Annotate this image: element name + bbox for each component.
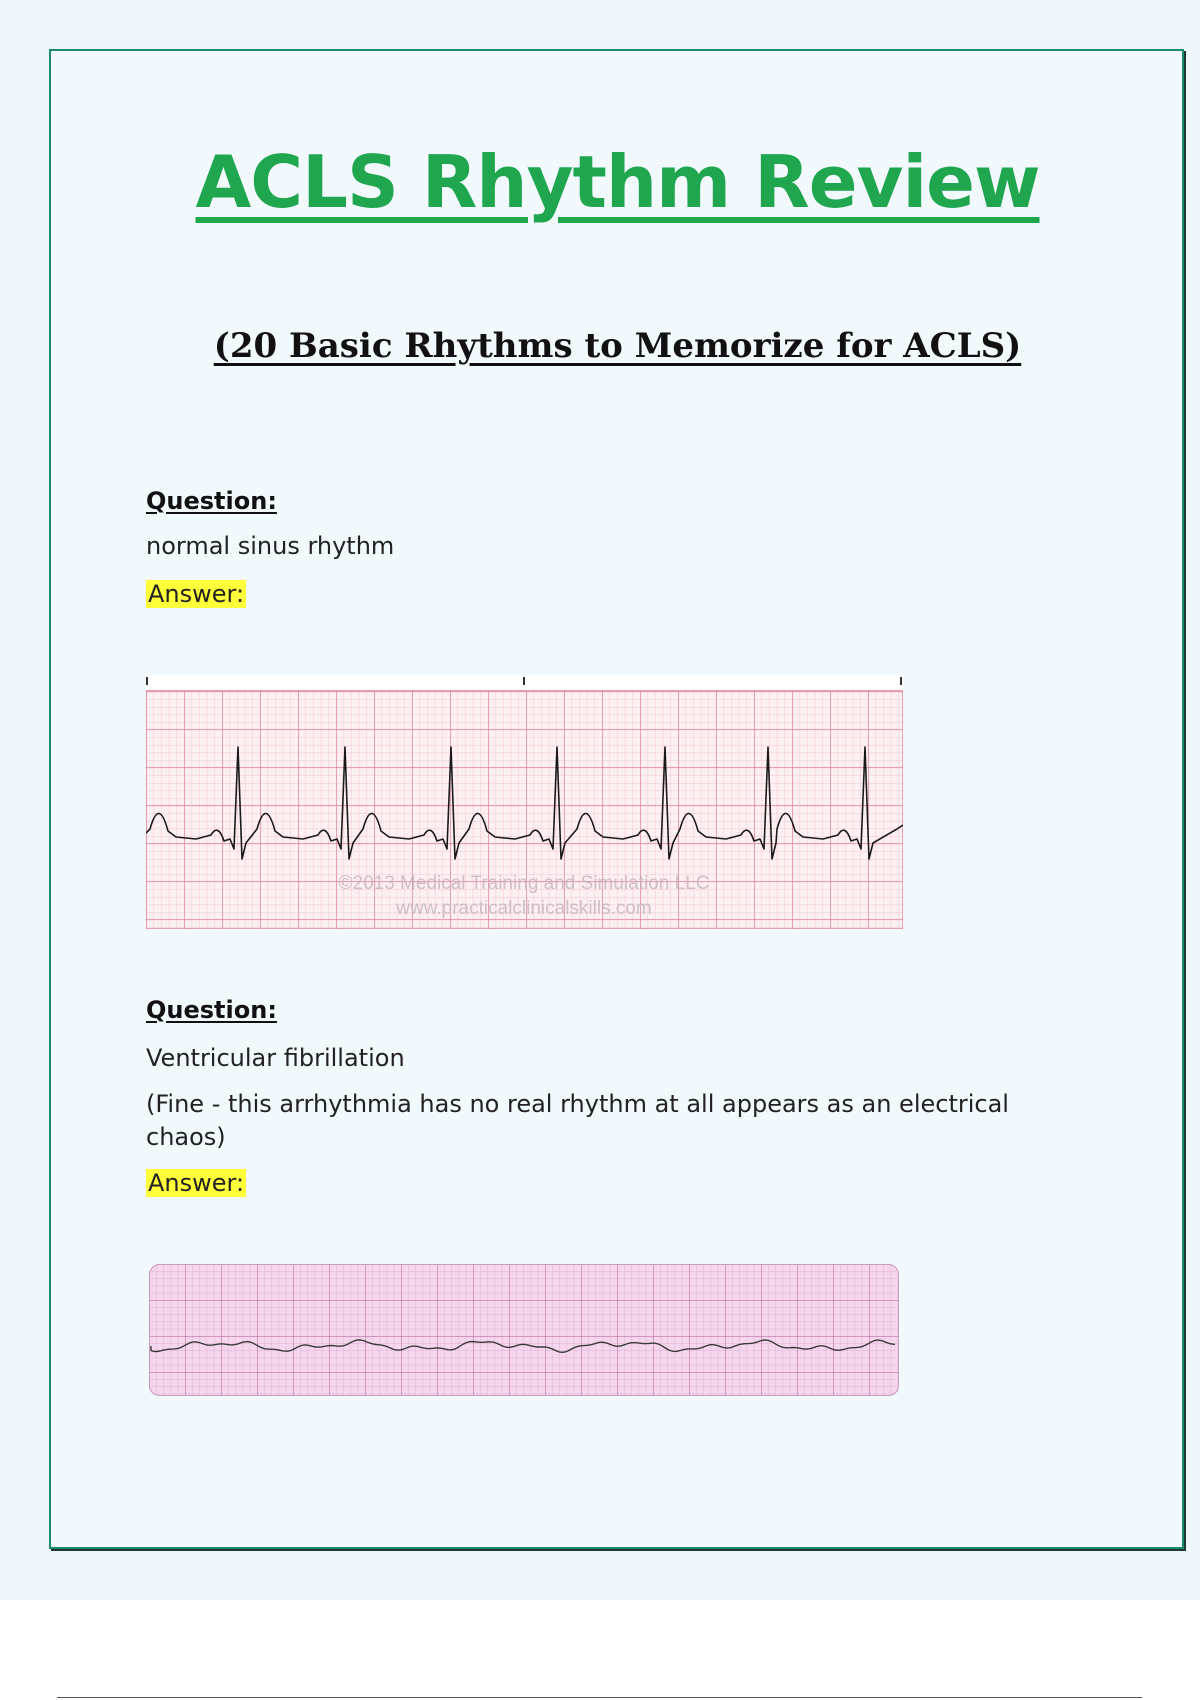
question-1-text: normal sinus rhythm xyxy=(146,532,395,560)
question-2-label: Question: xyxy=(146,996,277,1024)
ecg-strip-ventricular-fibrillation xyxy=(149,1264,899,1396)
ecg-strip-normal-sinus-rhythm xyxy=(146,675,903,929)
page-subtitle-text: (20 Basic Rhythms to Memorize for ACLS) xyxy=(213,326,1022,366)
footer-divider xyxy=(57,1697,1142,1698)
page-subtitle xyxy=(0,326,1200,366)
question-1-answer-label: Answer: xyxy=(148,580,245,608)
strip-watermark-line1: ©2013 Medical Training and Simulation LLC xyxy=(338,873,710,894)
page-title xyxy=(0,140,1200,224)
question-2-note: (Fine - this arrhythmia has no real rhythm at all appears as an electrical chaos) xyxy=(146,1090,1009,1151)
page-title-text: ACLS Rhythm Review xyxy=(195,140,1040,224)
question-2-answer-label: Answer: xyxy=(148,1169,245,1197)
question-1-label: Question: xyxy=(146,487,277,515)
strip-watermark-line2: www.practicalclinicalskills.com xyxy=(396,898,652,919)
question-2-text: Ventricular fibrillation xyxy=(146,1044,405,1072)
